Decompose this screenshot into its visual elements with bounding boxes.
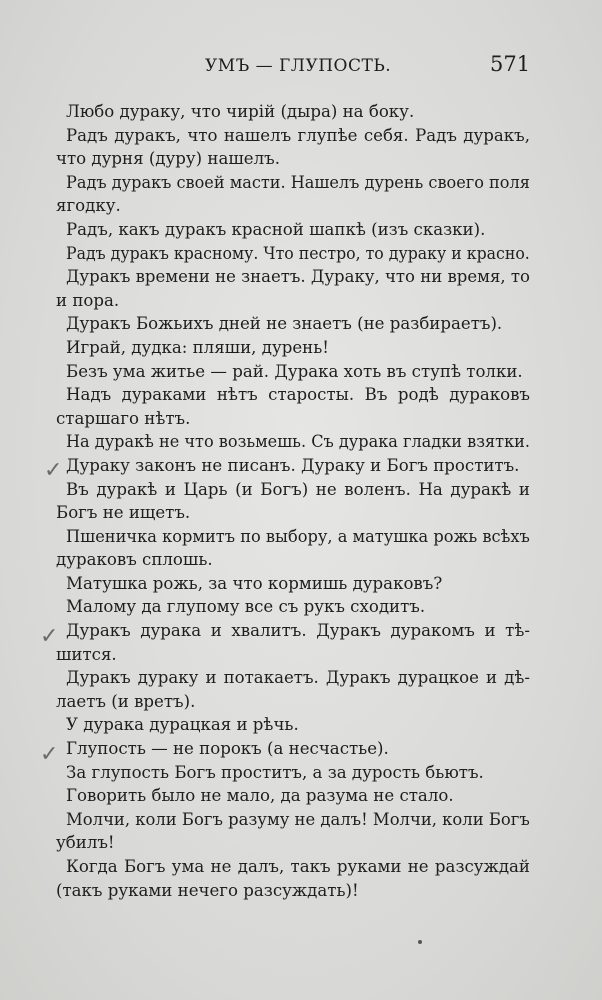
text-line: Когда Богъ ума не далъ, такъ руками не разсуждай [66, 857, 530, 876]
text-line: Говорить было не мало, да разума не стало. [66, 786, 454, 806]
text-line: У дурака дурацкая и рѣчь. [66, 715, 299, 735]
text-line: Дуракъ дураку и потакаетъ. Дуракъ дурацкое и дѣ- [66, 668, 530, 688]
text-line: Дураку законъ не писанъ. Дураку и Богъ проститъ. [66, 455, 520, 475]
text-line: Пшеничка кормитъ по выбору, а матушка рожь всѣхъ [66, 526, 530, 546]
ink-speck [418, 940, 422, 944]
margin-check-icon: ✓ [40, 624, 59, 649]
page-number: 571 [490, 52, 531, 76]
text-line: ягодку. [56, 196, 121, 216]
text-line: Радъ, какъ дуракъ красной шапкѣ (изъ сказки). [66, 219, 486, 239]
text-line: (такъ руками нечего разсуждать)! [56, 880, 359, 900]
text-line: Радъ дуракъ красному. Что пестро, то дураку и красно. [66, 243, 530, 263]
text-line: На дуракѣ не что возьмешь. Съ дурака гладки взятки. [66, 432, 530, 452]
margin-check-icon: ✓ [40, 742, 59, 767]
text-line: Радъ дуракъ, что нашелъ глупѣе себя. Радъ дуракъ, [66, 125, 530, 145]
text-line: Матушка рожь, за что кормишь дураковъ? [66, 573, 443, 593]
text-line: Малому да глупому все съ рукъ сходитъ. [66, 597, 426, 617]
text-line: За глупость Богъ проститъ, а за дурость бьютъ. [66, 762, 484, 782]
running-title: УМЪ — ГЛУПОСТЬ. [205, 56, 392, 76]
text-line: старшаго нѣтъ. [56, 408, 191, 428]
page-body-text [56, 100, 530, 902]
text-line: Надъ дураками нѣтъ старосты. Въ родѣ дураковъ [66, 385, 530, 405]
text-line: Глупость — не порокъ (а несчастье). [66, 739, 389, 759]
text-line: Играй, дудка: пляши, дурень! [66, 337, 329, 357]
text-line: лаетъ (и вретъ). [56, 691, 196, 711]
text-line: что дурня (дуру) нашелъ. [56, 149, 280, 169]
text-line: дураковъ сплошь. [56, 550, 213, 570]
text-line: шится. [56, 644, 117, 664]
text-line: и пора. [56, 290, 120, 310]
text-line: Радъ дуракъ своей масти. Нашелъ дурень своего поля [66, 172, 530, 192]
page-header [0, 52, 602, 82]
text-line: Богъ не ищетъ. [56, 503, 191, 523]
text-line: Дуракъ дурака и хвалитъ. Дуракъ дуракомъ и тѣ- [66, 621, 530, 641]
text-line: Дуракъ Божьихъ дней не знаетъ (не разбираетъ). [66, 314, 503, 334]
margin-check-icon: ✓ [44, 458, 63, 483]
text-line: убилъ! [56, 833, 115, 853]
text-line: Дуракъ времени не знаетъ. Дураку, что ни время, то [66, 267, 530, 287]
text-line: Въ дуракѣ и Царь (и Богъ) не воленъ. На дуракѣ и [66, 479, 530, 499]
text-line: Безъ ума житье — рай. Дурака хоть въ ступѣ толки. [66, 361, 523, 381]
text-line: Молчи, коли Богъ разуму не далъ! Молчи, коли Богъ [66, 809, 530, 829]
text-line: Любо дураку, что чирій (дыра) на боку. [66, 102, 415, 121]
